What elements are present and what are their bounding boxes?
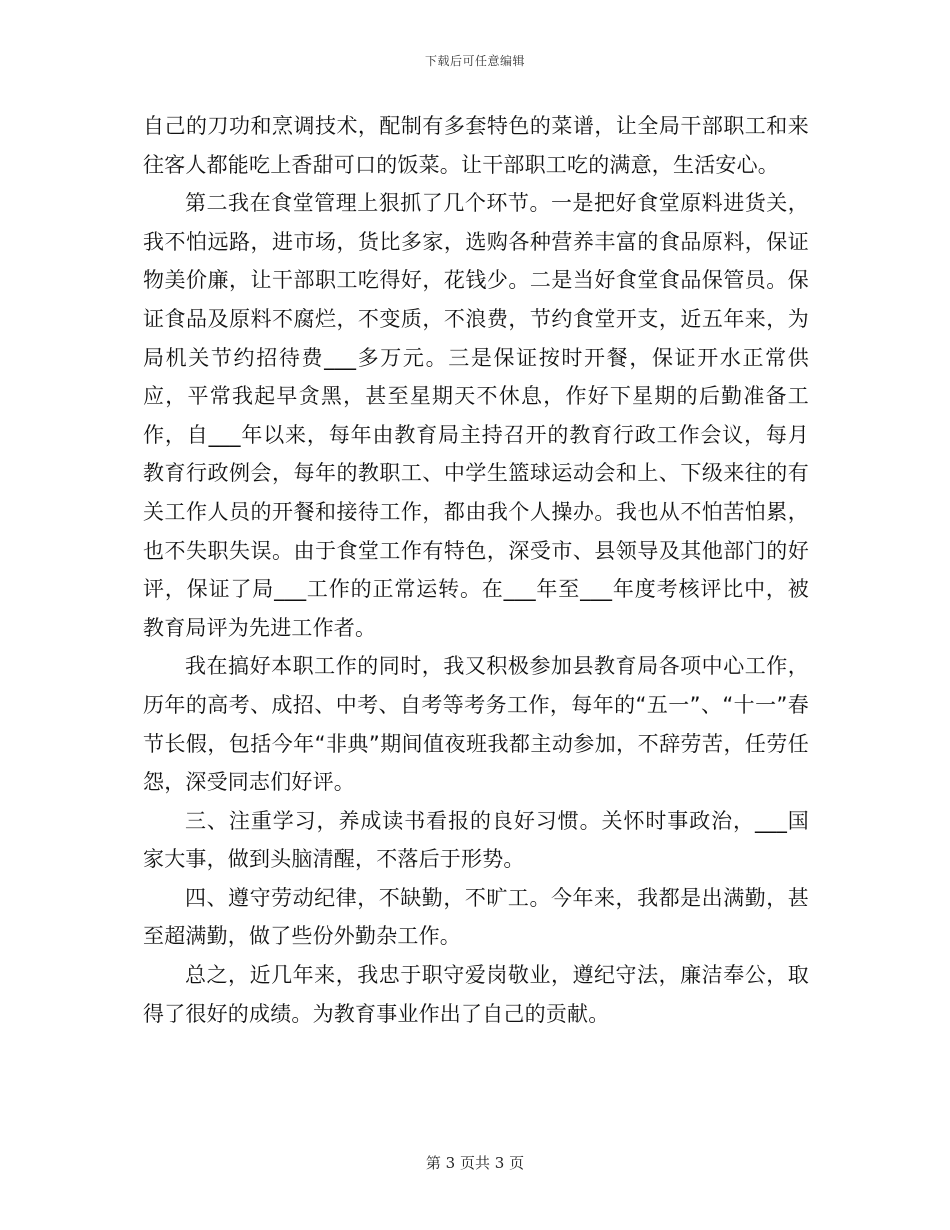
paragraph-5: 四、遵守劳动纪律，不缺勤，不旷工。今年来，我都是出满勤，甚至超满勤，做了些份外勤杂工作。 <box>143 885 809 949</box>
page-number: 第 3 页共 3 页 <box>425 1154 525 1172</box>
paragraph-3: 我在搞好本职工作的同时，我又积极参加县教育局各项中心工作，历年的高考、成招、中考、自考等考务工作，每年的“五一”、“十一”春节长假，包括今年“非典”期间值夜班我都主动参加，不辞劳苦，任劳任怨，深受同志们好评。 <box>143 654 809 795</box>
paragraph-6: 总之，近几年来，我忠于职守爱岗敬业，遵纪守法，廉洁奉公，取得了很好的成绩。为教育事业作出了自己的贡献。 <box>143 963 809 1026</box>
paragraph-2: 第二我在食堂管理上狠抓了几个环节。一是把好食堂原料进货关，我不怕远路，进市场，货比多家，选购各种营养丰富的食品原料，保证物美价廉，让干部职工吃得好，花钱少。二是当好食堂食品保管员。保证食品及原料不腐烂，不变质，不浪费，节约食堂开支，近五年来，为局机关节约招待费___多万元。三是保证按时开餐，保证开水正常供应，平常我起早贪黑，甚至星期天不休息，作好下星期的后勤准备工作，自___年以来，每年由教育局主持召开的教育行政工作会议，每月教育行政例会，每年的教职工、中学生篮球运动会和上、下级来往的有关工作人员的开餐和接待工作，都由我个人操办。我也从不怕苦怕累，也不失职失误。由于食堂工作有特色，深受市、县领导及其他部门的好评，保证了局___工作的正常运转。在___年至___年度考核评比中，被教育局评为先进工作者。 <box>143 191 809 640</box>
paragraph-4: 三、注重学习，养成读书看报的良好习惯。关怀时事政治，___国家大事，做到头脑清醒，不落后于形势。 <box>143 808 809 872</box>
document-body <box>143 107 809 1033</box>
page-header: 下载后可任意编辑 <box>424 54 525 68</box>
paragraph-1: 自己的刀功和烹调技术，配制有多套特色的菜谱，让全局干部职工和来往客人都能吃上香甜可口的饭菜。让干部职工吃的满意，生活安心。 <box>143 114 809 177</box>
